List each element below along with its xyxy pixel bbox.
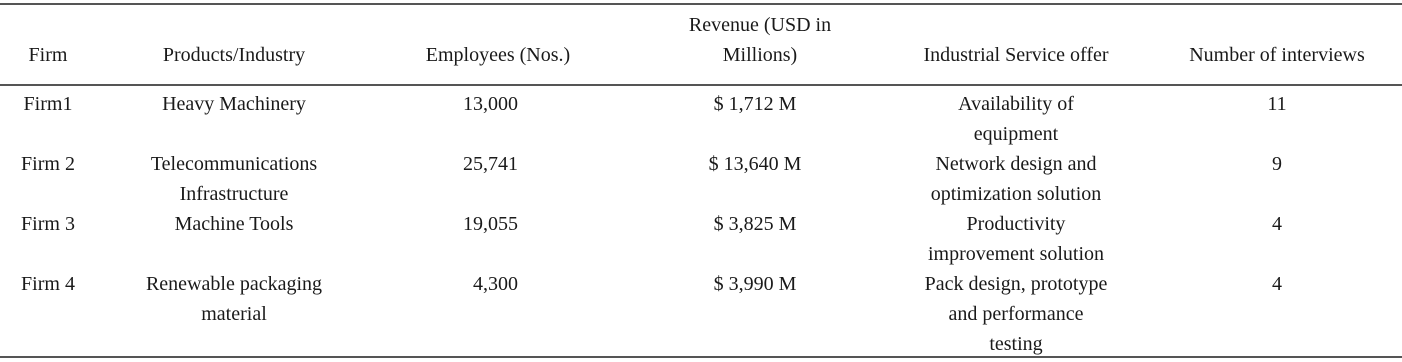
cell-service-line: Availability of bbox=[958, 93, 1074, 115]
cell-service bbox=[876, 149, 1156, 209]
cell-products bbox=[96, 209, 372, 239]
cell-service-line: Network design and bbox=[935, 153, 1097, 175]
cell-interviews: 11 bbox=[1267, 93, 1287, 115]
cell-interviews: 9 bbox=[1272, 153, 1282, 175]
cell-service bbox=[876, 269, 1156, 359]
cell-service-line: testing bbox=[989, 333, 1043, 355]
header-revenue-line1: Revenue (USD in bbox=[688, 14, 832, 36]
cell-firm: Firm1 bbox=[23, 93, 73, 115]
cell-revenue: $ 3,825 M bbox=[713, 213, 797, 235]
cell-products bbox=[96, 149, 372, 209]
header-employees: Employees (Nos.) bbox=[425, 44, 571, 66]
cell-products-line: Machine Tools bbox=[174, 213, 294, 235]
cell-service bbox=[876, 89, 1156, 149]
cell-service-line: and performance bbox=[948, 303, 1084, 325]
cell-products-line: Infrastructure bbox=[179, 183, 289, 205]
cell-interviews: 4 bbox=[1272, 273, 1282, 295]
header-interviews: Number of interviews bbox=[1189, 44, 1365, 66]
cell-employees: 4,300 bbox=[473, 273, 518, 295]
cell-products bbox=[96, 269, 372, 329]
header-revenue bbox=[655, 10, 865, 70]
cell-service-line: Productivity bbox=[966, 213, 1066, 235]
cell-employees: 25,741 bbox=[463, 153, 518, 175]
cell-service-line: improvement solution bbox=[927, 243, 1105, 265]
cell-service bbox=[876, 209, 1156, 269]
header-rule bbox=[0, 84, 1402, 86]
cell-service-line: optimization solution bbox=[930, 183, 1102, 205]
cell-products-line: Renewable packaging bbox=[145, 273, 323, 295]
header-revenue-line2: Millions) bbox=[722, 44, 798, 66]
cell-firm: Firm 4 bbox=[21, 273, 75, 295]
cell-products-line: Telecommunications bbox=[150, 153, 318, 175]
cell-service-line: Pack design, prototype bbox=[924, 273, 1108, 295]
cell-revenue: $ 3,990 M bbox=[713, 273, 797, 295]
bottom-rule bbox=[0, 356, 1402, 358]
cell-employees: 13,000 bbox=[463, 93, 518, 115]
cell-employees: 19,055 bbox=[463, 213, 518, 235]
cell-firm: Firm 3 bbox=[21, 213, 75, 235]
cell-revenue: $ 1,712 M bbox=[713, 93, 797, 115]
header-products: Products/Industry bbox=[162, 44, 306, 66]
cell-firm: Firm 2 bbox=[21, 153, 75, 175]
cell-revenue: $ 13,640 M bbox=[708, 153, 802, 175]
cell-products-line: material bbox=[201, 303, 267, 325]
cell-products-line: Heavy Machinery bbox=[162, 93, 306, 115]
cell-products bbox=[96, 89, 372, 119]
header-firm: Firm bbox=[28, 44, 68, 66]
header-service: Industrial Service offer bbox=[923, 44, 1109, 66]
cell-interviews: 4 bbox=[1272, 213, 1282, 235]
cell-service-line: equipment bbox=[973, 123, 1059, 145]
top-rule bbox=[0, 3, 1402, 5]
